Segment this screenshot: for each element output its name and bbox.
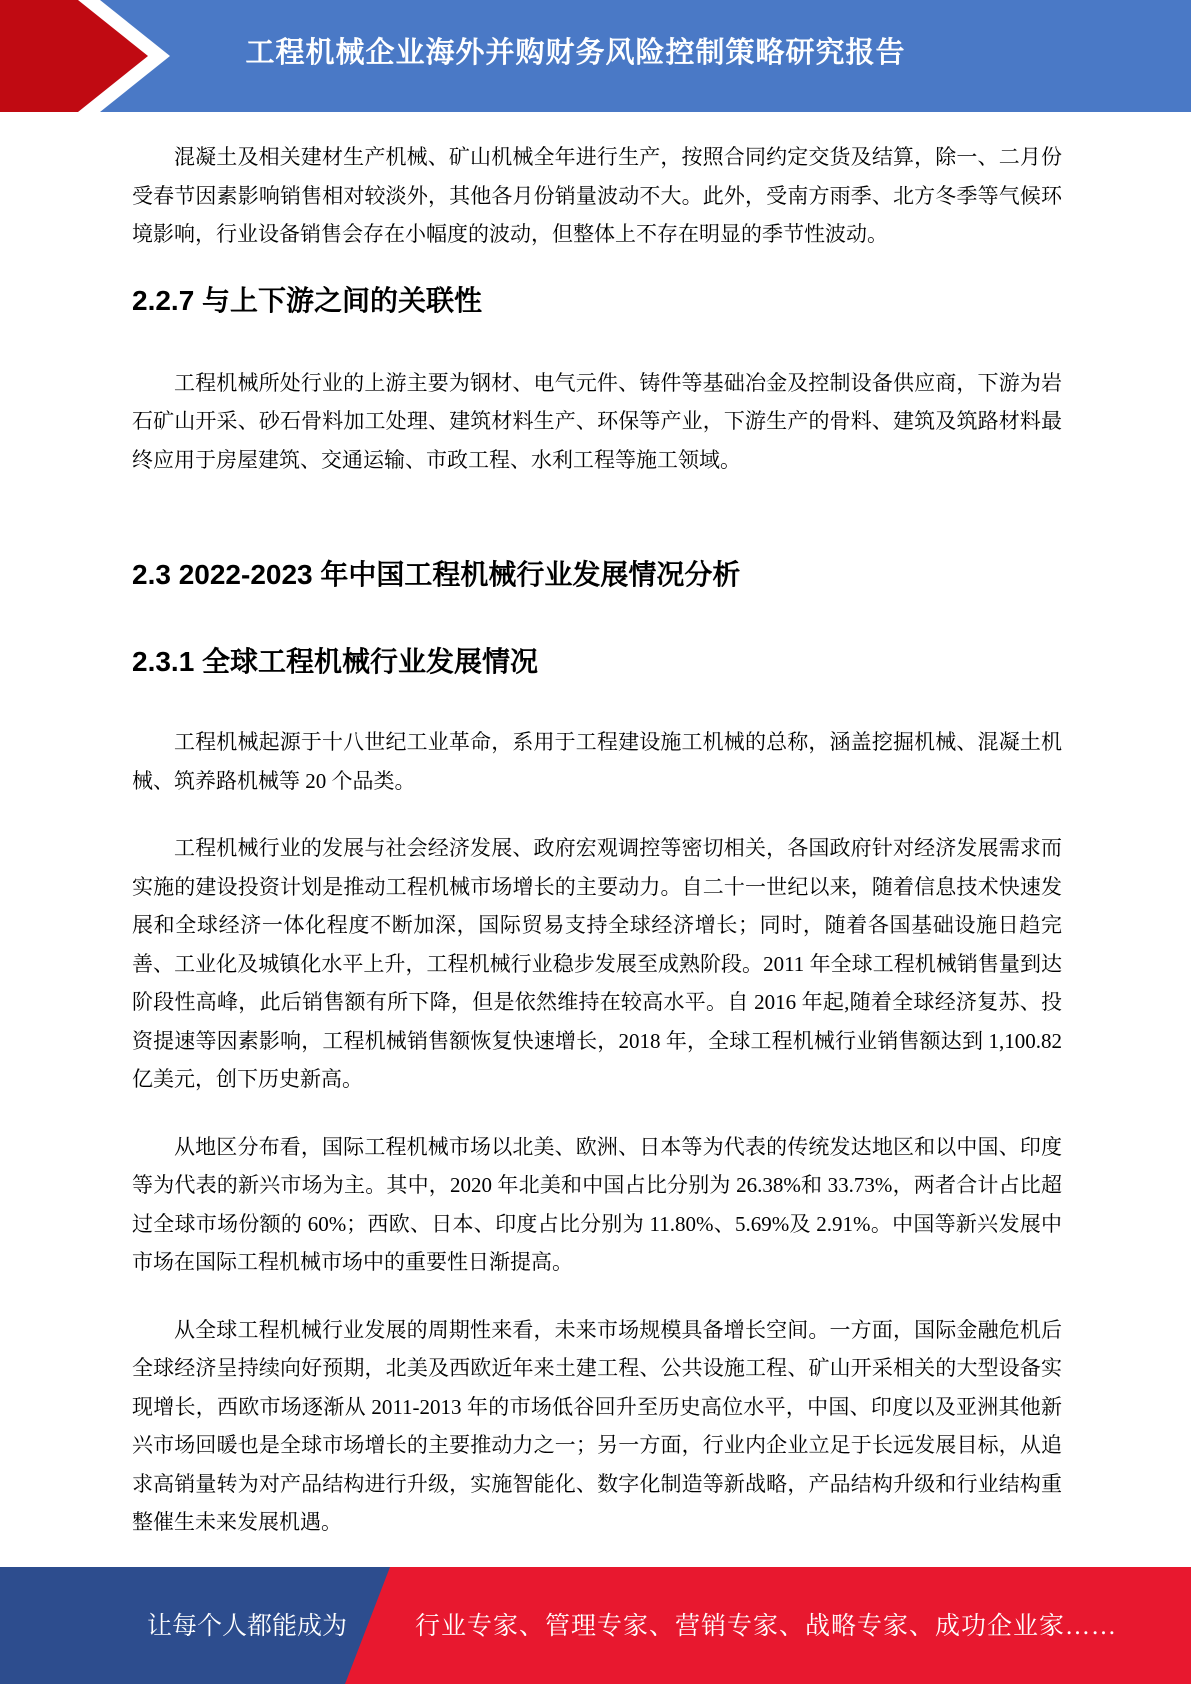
footer-slogan-right: 行业专家、管理专家、营销专家、战略专家、成功企业家…… — [415, 1613, 1118, 1640]
footer-bar — [0, 1567, 1191, 1684]
paragraph: 工程机械起源于十八世纪工业革命，系用于工程建设施工机械的总称，涵盖挖掘机械、混凝土机械、筑养路机械等 20 个品类。 — [132, 730, 1062, 793]
paragraph: 从全球工程机械行业发展的周期性来看，未来市场规模具备增长空间。一方面，国际金融危机后全球经济呈持续向好预期，北美及西欧近年来土建工程、公共设施工程、矿山开采相关的大型设备实现增长，西欧市场逐渐从 2011-2013 年的市场低谷回升至历史高位水平，中国、印度以及亚洲其他新兴市场回暖也是全球市场增长的主要推动力之一；另一方面，行业内企业立足于长远发展目标，从追求高销量转为对产品结构进行升级，实施智能化、数字化制造等新战略，产品结构升级和行业结构重整催生未来发展机遇。 — [132, 1317, 1062, 1534]
report-title: 工程机械企业海外并购财务风险控制策略研究报告 — [245, 36, 906, 69]
paragraph: 工程机械行业的发展与社会经济发展、政府宏观调控等密切相关，各国政府针对经济发展需求而实施的建设投资计划是推动工程机械市场增长的主要动力。自二十一世纪以来，随着信息技术快速发展和全球经济一体化程度不断加深，国际贸易支持全球经济增长；同时，随着各国基础设施日趋完善、工业化及城镇化水平上升，工程机械行业稳步发展至成熟阶段。2011 年全球工程机械销售量到达阶段性高峰，此后销售额有所下降，但是依然维持在较高水平。自 2016 年起,随着全球经济复苏、投资提速等因素影响，工程机械销售额恢复快速增长，2018 年，全球工程机械行业销售额达到 1,100.82 亿美元，创下历史新高。 — [132, 836, 1062, 1091]
header-bar — [0, 0, 1191, 112]
section-heading-2-3-1: 2.3.1 全球工程机械行业发展情况 — [132, 646, 539, 677]
paragraph: 从地区分布看，国际工程机械市场以北美、欧洲、日本等为代表的传统发达地区和以中国、印度等为代表的新兴市场为主。其中，2020 年北美和中国占比分别为 26.38%和 33.73%，两者合计占比超过全球市场份额的 60%；西欧、日本、印度占比分别为 11.80%、5.69%及 2.91%。中国等新兴发展中市场在国际工程机械市场中的重要性日渐提高。 — [132, 1134, 1062, 1274]
paragraph: 工程机械所处行业的上游主要为钢材、电气元件、铸件等基础冶金及控制设备供应商，下游为岩石矿山开采、砂石骨料加工处理、建筑材料生产、环保等产业，下游生产的骨料、建筑及筑路材料最终应用于房屋建筑、交通运输、市政工程、水利工程等施工领域。 — [132, 370, 1062, 472]
document-body — [0, 112, 1191, 1638]
section-heading-2-2-7: 2.2.7 与上下游之间的关联性 — [132, 284, 483, 316]
footer-slogan-left: 让每个人都能成为 — [146, 1613, 347, 1640]
paragraph: 混凝土及相关建材生产机械、矿山机械全年进行生产，按照合同约定交货及结算，除一、二月份受春节因素影响销售相对较淡外，其他各月份销量波动不大。此外，受南方雨季、北方冬季等气候环境影响，行业设备销售会存在小幅度的波动，但整体上不存在明显的季节性波动。 — [132, 145, 1062, 246]
red-chevron-arrow-icon — [0, 0, 180, 112]
section-heading-2-3: 2.3 2022-2023 年中国工程机械行业发展情况分析 — [132, 559, 741, 590]
